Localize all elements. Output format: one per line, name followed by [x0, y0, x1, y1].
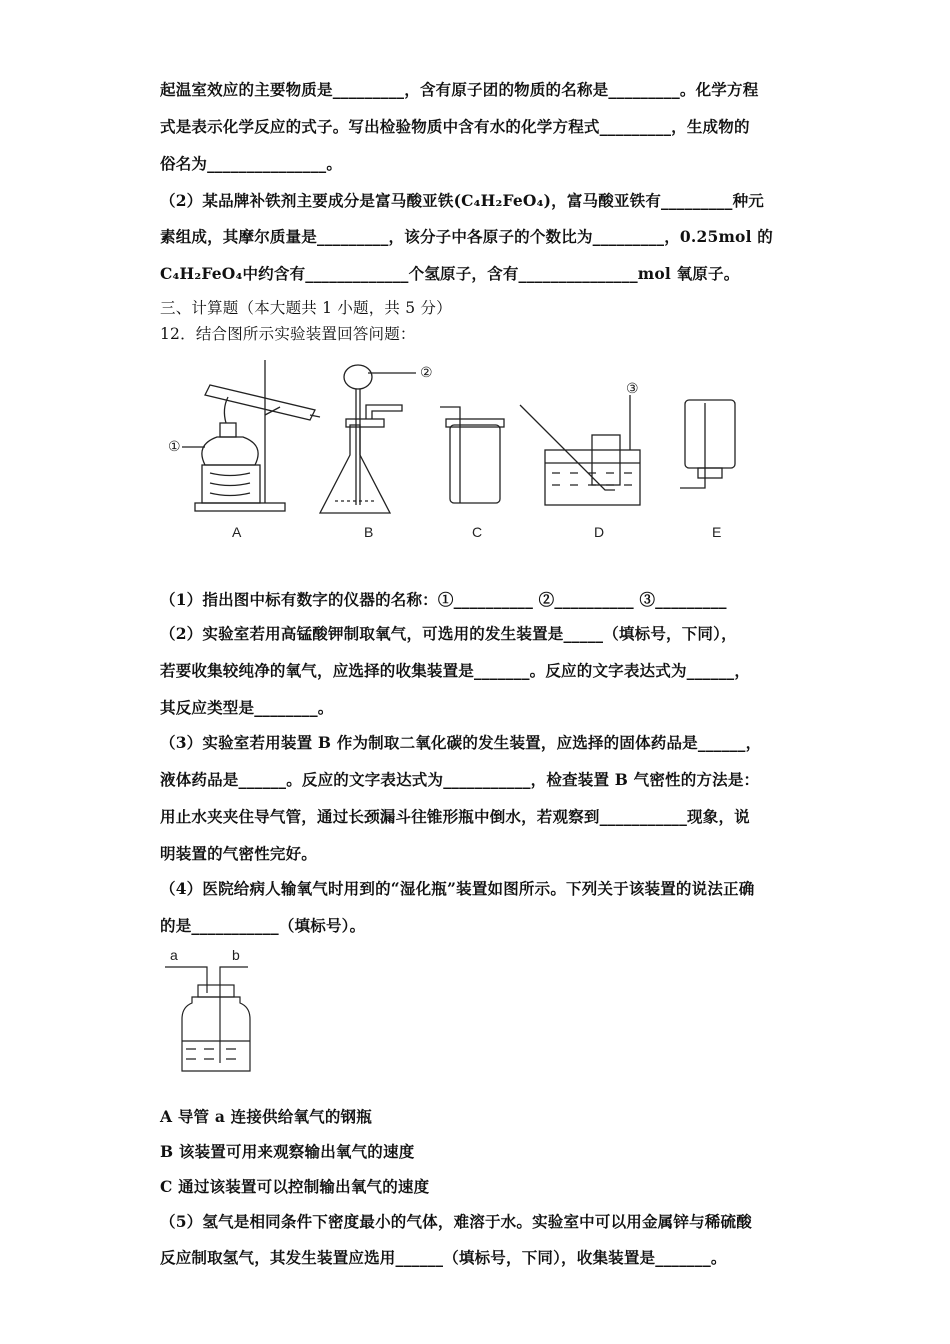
q3-line-d: 明装置的气密性完好。 [160, 844, 318, 863]
marker-1: ① [168, 438, 181, 454]
wooden-block [202, 465, 260, 503]
q1-line: （1）指出图中标有数字的仪器的名称：①__________ ②__________ ③_________ [160, 590, 727, 609]
label-d: D [594, 524, 605, 540]
text-line-6: C₄H₂FeO₄中约含有_____________个氢原子，含有_______________mol 氧原子。 [160, 264, 740, 283]
label-e: E [712, 524, 722, 540]
text-line-5: 素组成，其摩尔质量是_________，该分子中各原子的个数比为_________，0.25mol 的 [160, 227, 773, 246]
marker-3: ③ [626, 380, 639, 396]
label-tube-a: a [170, 947, 178, 963]
option-b: B 该装置可用来观察输出氧气的速度 [160, 1142, 415, 1161]
section-heading: 三、计算题（本大题共 1 小题，共 5 分） [160, 299, 452, 317]
text-line-1: 起温室效应的主要物质是_________，含有原子团的物质的名称是_________。化学方程 [160, 80, 759, 99]
humidifier-bottle-figure [160, 945, 270, 1080]
q2-line-a: （2）实验室若用高锰酸钾制取氧气，可选用的发生装置是_____（填标号，下同）， [160, 624, 737, 643]
test-tube [205, 385, 315, 420]
bottle-body [182, 997, 250, 1071]
text-line-2: 式是表示化学反应的式子。写出检验物质中含有水的化学方程式_________，生成物的 [160, 117, 750, 136]
alcohol-lamp [202, 437, 258, 465]
label-b: B [364, 524, 374, 540]
option-c: C 通过该装置可以控制输出氧气的速度 [160, 1177, 430, 1196]
text-line-3: 俗名为_______________。 [160, 154, 343, 173]
stand-base [195, 503, 285, 511]
q4-line-b: 的是___________（填标号）。 [160, 916, 366, 935]
option-a: A 导管 a 连接供给氧气的钢瓶 [160, 1107, 372, 1126]
apparatus-figure [160, 355, 760, 555]
marker-2: ② [420, 364, 433, 380]
inverted-bottle [592, 435, 620, 485]
label-a: A [232, 524, 242, 540]
tube-a [165, 967, 207, 993]
q2-line-c: 其反应类型是________。 [160, 698, 334, 717]
q3-line-b: 液体药品是______。反应的文字表达式为___________，检查装置 B 气密性的方法是： [160, 770, 760, 789]
q4-line-a: （4）医院给病人输氧气时用到的“湿化瓶”装置如图所示。下列关于该装置的说法正确 [160, 879, 755, 898]
collecting-bottle-c [450, 425, 500, 503]
q5-line-a: （5）氢气是相同条件下密度最小的气体，难溶于水。实验室中可以用金属锌与稀硫酸 [160, 1212, 752, 1231]
question-12-title: 12．结合图所示实验装置回答问题： [160, 325, 416, 343]
q3-line-a: （3）实验室若用装置 B 作为制取二氧化碳的发生装置，应选择的固体药品是______， [160, 733, 762, 752]
q5-line-b: 反应制取氢气，其发生装置应选用______（填标号，下同），收集装置是_______。 [160, 1248, 727, 1267]
label-tube-b: b [232, 947, 240, 963]
label-c: C [472, 524, 483, 540]
text-line-4: （2）某品牌补铁剂主要成分是富马酸亚铁(C₄H₂FeO₄)，富马酸亚铁有_________种元 [160, 191, 764, 210]
q3-line-c: 用止水夹夹住导气管，通过长颈漏斗往锥形瓶中倒水，若观察到___________现象，说 [160, 807, 750, 826]
conical-flask [320, 425, 390, 513]
collecting-bottle-e [685, 400, 735, 468]
long-neck-funnel [344, 365, 372, 389]
q2-line-b: 若要收集较纯净的氧气，应选择的收集装置是_______。反应的文字表达式为______， [160, 661, 751, 680]
